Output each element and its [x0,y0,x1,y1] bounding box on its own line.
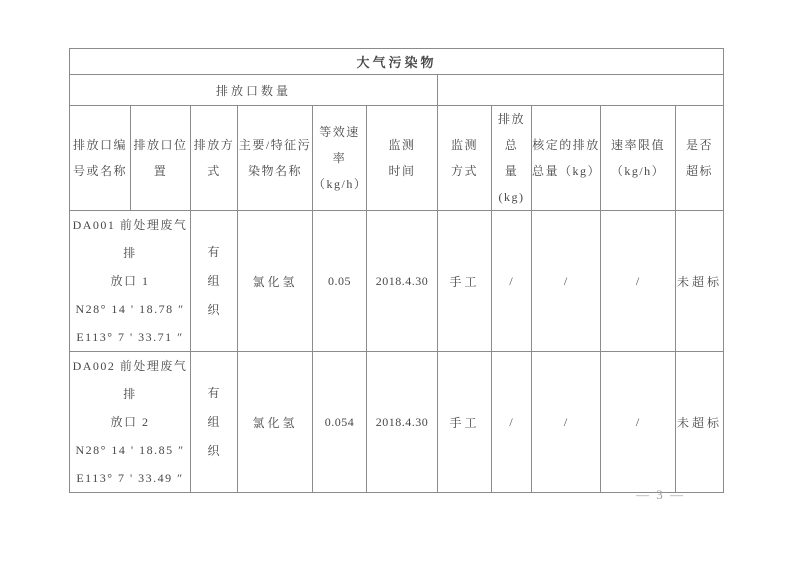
col-header-total-emission [492,106,532,211]
mode-char: 织 [207,302,221,317]
total-emission-cell: / [492,211,532,352]
monitor-time-cell: 2018.4.30 [367,352,438,493]
outlet-name-line: DA001 前处理废气排 [72,218,188,260]
equivalent-rate-cell: 0.054 [313,352,367,493]
rate-limit-cell: / [601,352,676,493]
col-header-monitor-time [367,106,438,211]
header-line: 总量（kg） [532,164,602,178]
mode-char: 有 [207,385,221,400]
approved-total-cell: / [532,211,601,352]
outlet-info-cell [70,352,191,493]
mode-char: 有 [207,244,221,259]
pollutant-cell: 氯化氢 [238,352,313,493]
rate-limit-cell: / [601,211,676,352]
mode-char: 组 [207,414,221,429]
exceed-standard-cell: 未超标 [676,352,724,493]
outlet-name-line: DA002 前处理废气排 [72,359,188,401]
col-header-monitor-method [438,106,492,211]
table-row-da002 [70,352,724,493]
equivalent-rate-cell: 0.05 [313,211,367,352]
air-pollutant-table [69,48,724,493]
header-line: 排放总 [497,112,525,152]
header-line: 排放口位 [133,138,188,152]
total-emission-cell: / [492,352,532,493]
header-line: 主要/特征污 [238,138,312,152]
column-header-row [70,106,724,211]
table-title-row [70,49,724,75]
header-line: （kg/h） [610,164,666,178]
discharge-mode-cell [191,352,238,493]
header-line: 式 [207,164,221,178]
header-line: 排放方 [193,138,235,152]
col-header-outlet-id [70,106,131,211]
table-row-da001 [70,211,724,352]
monitor-method-cell: 手工 [438,211,492,352]
mode-char: 组 [207,273,221,288]
header-line: 监测 [388,138,416,152]
header-line: 号或名称 [72,164,127,178]
outlet-latitude: N28° 14 ' 18.78 ″ [75,302,185,316]
page-number: — 3 — [636,487,685,502]
col-header-rate-limit [601,106,676,211]
monitor-time-cell: 2018.4.30 [367,211,438,352]
header-line: 置 [153,164,168,178]
header-line: 超标 [686,164,714,178]
header-line: 速率限值 [610,138,665,152]
header-line: 是否 [686,138,714,152]
col-header-approved-total [532,106,601,211]
header-line: 监测 [450,138,478,152]
col-header-pollutant-name [238,106,313,211]
outlet-count-label: 排放口数量 [70,75,438,106]
outlet-name-line: 放口 1 [110,274,150,288]
pollutant-cell: 氯化氢 [238,211,313,352]
discharge-mode-cell [191,211,238,352]
header-line: 量(kg) [498,164,525,204]
outlet-count-value [438,75,724,106]
outlet-count-row [70,75,724,106]
approved-total-cell: / [532,352,601,493]
outlet-longitude: E113° 7 ' 33.49 ″ [76,471,184,485]
monitor-method-cell: 手工 [438,352,492,493]
col-header-outlet-location [131,106,191,211]
col-header-discharge-mode [191,106,238,211]
table-title: 大气污染物 [70,49,724,75]
outlet-longitude: E113° 7 ' 33.71 ″ [76,330,184,344]
header-line: 染物名称 [247,164,302,178]
exceed-standard-cell: 未超标 [676,211,724,352]
col-header-equivalent-rate [313,106,367,211]
header-line: （kg/h） [313,177,368,191]
header-line: 方式 [450,164,478,178]
mode-char: 织 [207,443,221,458]
outlet-info-cell [70,211,191,352]
header-line: 时间 [388,164,416,178]
header-line: 核定的排放 [532,138,600,152]
col-header-exceed-standard [676,106,724,211]
header-line: 排放口编 [72,138,127,152]
outlet-latitude: N28° 14 ' 18.85 ″ [75,443,185,457]
header-line: 等效速率 [319,125,360,165]
outlet-name-line: 放口 2 [110,415,150,429]
